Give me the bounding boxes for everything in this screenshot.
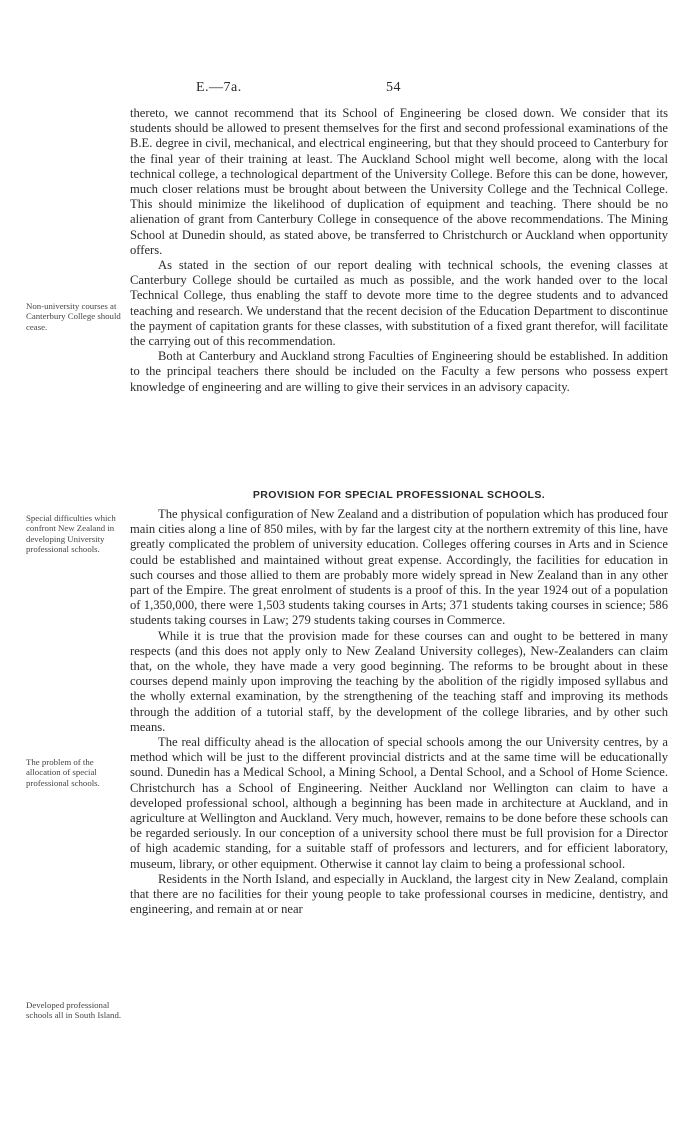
paragraph: While it is true that the provision made for these courses can and ought to be bettered in many respects (and this does not apply only to New Zealand University colleges), New-Zealanders can claim that, on the whole, they have made a very good beginning. The reforms to be brought about in these courses depend mainly upon improving the teaching by the abolition of the rigidly imposed syllabus and the wholly external examination, by the strengthening of the teaching staff and improving its methods through the addition of a tutorial staff, by the development of the college libraries, and by other such means. — [130, 628, 668, 734]
margin-note: The problem of the allocation of special professional schools. — [26, 757, 100, 788]
page-number: 54 — [386, 80, 401, 95]
paragraph: Both at Canterbury and Auckland strong Faculties of Engineering should be established. In addition to the principal teachers there should be included on the Faculty a few persons who possess expert knowledge of engineering and are willing to give their services in an advisory capacity. — [130, 349, 668, 394]
margin-note: Special difficulties which confront New Zealand in developing University professional schools. — [26, 513, 116, 555]
paragraph: Residents in the North Island, and especially in Auckland, the largest city in New Zealand, complain that there are no facilities for their young people to take professional courses in medicine, dentistry, and engineering, and remain at or near — [130, 871, 668, 917]
body-text-top — [130, 106, 668, 395]
margin-note: Non-university courses at Canterbury College should cease. — [26, 301, 121, 332]
section-heading: PROVISION FOR SPECIAL PROFESSIONAL SCHOOLS. — [252, 489, 546, 501]
body-text-bottom — [130, 507, 668, 917]
paragraph: thereto, we cannot recommend that its School of Engineering be closed down. We consider that its students should be allowed to present themselves for the first and second professional examinations of the B.E. degree in civil, mechanical, and electrical engineering, but that they should proceed to Canterbury for the final year of their training at least. The Auckland School might well become, along with the local technical college, a technological department of the University College. Before this can be done, however, much closer relations must be brought about between the University College and the Technical College. This should minimize the likelihood of duplication of equipment and teaching. There should be no alienation of grant from Canterbury College in consequence of the above recommendations. The Mining School at Dunedin should, as stated above, be transferred to Christchurch or Auckland when opportunity offers. — [130, 106, 668, 257]
paragraph: The real difficulty ahead is the allocation of special schools among the our University centres, by a method which will be just to the different provincial districts and at the same time will be educationally sound. Dunedin has a Medical School, a Mining School, a Dental School, and a School of Home Science. Christchurch has a School of Engineering. Neither Auckland nor Wellington can claim to have a developed professional school, although a beginning has been made in architecture at Auckland, and in agriculture at Wellington and Auckland. Very much, however, remains to be done before these schools can be regarded seriously. In our conception of a university school there must be full provision for a Director of high academic standing, for a suitable staff of professors and lecturers, and for efficient laboratory, museum, library, or other equipment. Otherwise it cannot lay claim to being a professional school. — [130, 735, 668, 871]
document-reference: E.—7a. — [196, 80, 242, 95]
paragraph: The physical configuration of New Zealand and a distribution of population which has produced four main cities along a line of 850 miles, with by far the largest city at the northern extremity of this line, have greatly complicated the problem of university education. Colleges offering courses in Arts and in Science could be established and maintained without great expense. Accordingly, the facilities for education in such courses and those allied to them are probably more widely spread in New Zealand than in any other part of the Empire. The great enrolment of students is a proof of this. In the year 1924 out of a population of 1,350,000, there were 1,503 students taking courses in Arts; 371 students taking courses in science; 586 students taking courses in Law; 279 students taking courses in Commerce. — [130, 507, 668, 628]
margin-note: Developed professional schools all in South Island. — [26, 1000, 122, 1021]
paragraph: As stated in the section of our report dealing with technical schools, the evening classes at Canterbury College should be curtailed as much as possible, and the work handed over to the local Technical College, thus enabling the staff to devote more time to the degree students and to advanced teaching and research. We understand that the recent decision of the Education Department to discontinue the payment of capitation grants for these classes, with substitution of a fixed grant therefor, will facilitate the carrying out of this recommendation. — [130, 258, 668, 349]
